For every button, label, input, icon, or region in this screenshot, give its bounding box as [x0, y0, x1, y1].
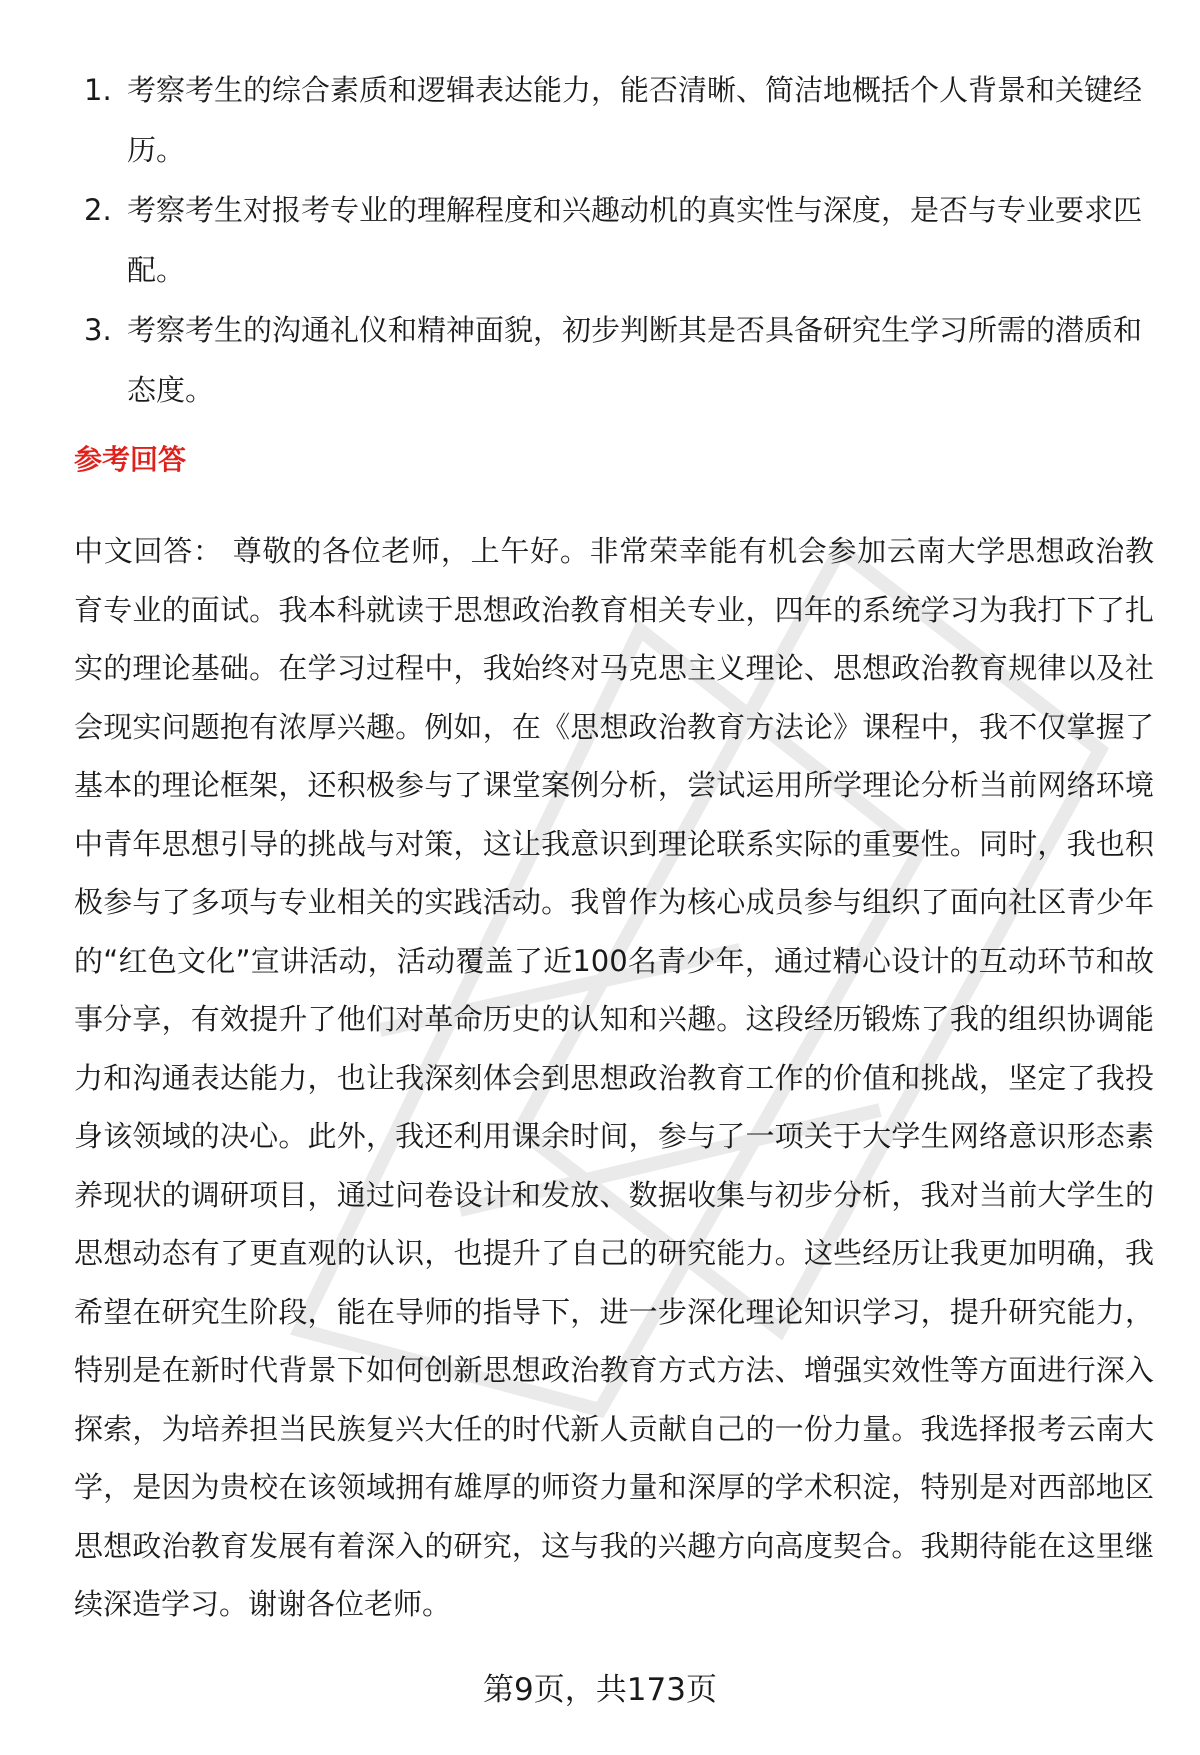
- list-item: [84, 180, 1144, 300]
- list-number: 1.: [84, 73, 112, 107]
- answer-label: 中文回答：: [74, 534, 223, 568]
- answer-heading: 参考回答: [74, 443, 187, 476]
- page-number: 第9页，共173页: [483, 1672, 717, 1708]
- list-item: [84, 60, 1144, 180]
- list-number: 3.: [84, 313, 112, 347]
- list-number: 2.: [84, 193, 112, 227]
- list-text: 考察考生的综合素质和逻辑表达能力，能否清晰、简洁地概括个人背景和关键经历。: [127, 73, 1143, 167]
- list-text: 考察考生对报考专业的理解程度和兴趣动机的真实性与深度，是否与专业要求匹配。: [127, 193, 1143, 287]
- criteria-list: [84, 60, 1144, 420]
- list-item: [84, 300, 1144, 420]
- answer-body: 尊敬的各位老师，上午好。非常荣幸能有机会参加云南大学思想政治教育专业的面试。我本科就读于思想政治教育相关专业，四年的系统学习为我打下了扎实的理论基础。在学习过程中，我始终对马克思主义理论、思想政治教育规律以及社会现实问题抱有浓厚兴趣。例如，在《思想政治教育方法论》课程中，我不仅掌握了基本的理论框架，还积极参与了课堂案例分析，尝试运用所学理论分析当前网络环境中青年思想引导的挑战与对策，这让我意识到理论联系实际的重要性。同时，我也积极参与了多项与专业相关的实践活动。我曾作为核心成员参与组织了面向社区青少年的“红色文化”宣讲活动，活动覆盖了近100名青少年，通过精心设计的互动环节和故事分享，有效提升了他们对革命历史的认知和兴趣。这段经历锻炼了我的组织协调能力和沟通表达能力，也让我深刻体会到思想政治教育工作的价值和挑战，坚定了我投身该领域的决心。此外，我还利用课余时间，参与了一项关于大学生网络意识形态素养现状的调研项目，通过问卷设计和发放、数据收集与初步分析，我对当前大学生的思想动态有了更直观的认识，也提升了自己的研究能力。这些经历让我更加明确，我希望在研究生阶段，能在导师的指导下，进一步深化理论知识学习，提升研究能力，特别是在新时代背景下如何创新思想政治教育方式方法、增强实效性等方面进行深入探索，为培养担当民族复兴大任的时代新人贡献自己的一份力量。我选择报考云南大学，是因为贵校在该领域拥有雄厚的师资力量和深厚的学术积淀，特别是对西部地区思想政治教育发展有着深入的研究，这与我的兴趣方向高度契合。我期待能在这里继续深造学习。谢谢各位老师。: [74, 534, 1154, 1621]
- answer-paragraph: [74, 522, 1154, 1634]
- list-text: 考察考生的沟通礼仪和精神面貌，初步判断其是否具备研究生学习所需的潜质和态度。: [127, 313, 1143, 407]
